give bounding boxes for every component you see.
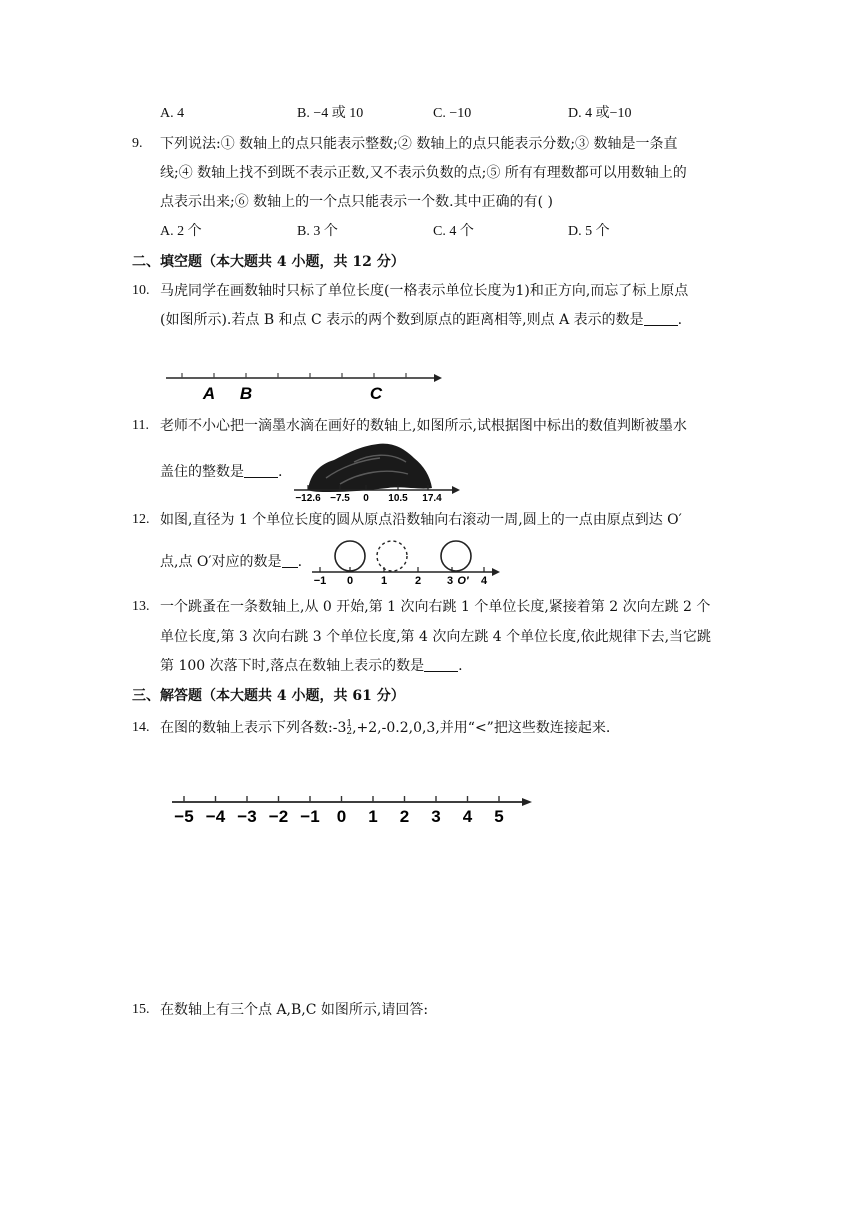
q10-line-2-text: (如图所示).若点 B 和点 C 表示的两个数到原点的距离相等,则点 A 表示的数是 <box>160 312 644 328</box>
q14-number: 14. <box>132 720 150 735</box>
q13-line-3-text: 第 100 次落下时,落点在数轴上表示的数是 <box>160 658 425 674</box>
q11-label-zero: 0 <box>363 493 369 502</box>
q10-number-line-figure <box>160 360 450 404</box>
q9-option-a: A. 2 个 <box>160 224 202 239</box>
q14-tick-label: −2 <box>268 807 289 826</box>
q12-label-3: 3 <box>446 575 454 586</box>
q11-label-10-5: 10.5 <box>388 493 408 502</box>
q14-frac-den: 2 <box>346 727 353 737</box>
q11-line-1: 老师不小心把一滴墨水滴在画好的数轴上,如图所示,试根据图中标出的数值判断被墨水 <box>160 418 687 434</box>
q9-line-2: 线;④ 数轴上找不到既不表示正数,又不表示负数的点;⑤ 所有有理数都可以用数轴上的 <box>160 165 687 181</box>
q14-frac-num: 1 <box>346 719 353 729</box>
q14-tick-label: −5 <box>174 807 194 826</box>
q10-line-2-end: . <box>677 312 683 328</box>
q9-number: 9. <box>132 136 143 151</box>
q9-line-1: 下列说法:① 数轴上的点只能表示整数;② 数轴上的点只能表示分数;③ 数轴是一条直 <box>160 136 678 152</box>
q11-line-2 <box>160 462 282 482</box>
q10-answer-blank <box>644 311 678 326</box>
q12-answer-blank <box>282 553 298 568</box>
q14-tick-label: 0 <box>336 807 347 826</box>
q9-option-d: D. 5 个 <box>568 224 610 239</box>
q12-label-2: 2 <box>414 575 422 586</box>
q14-number-line-figure <box>168 788 540 828</box>
q11-answer-blank <box>244 463 278 478</box>
q12-label-4: 4 <box>480 575 488 586</box>
q8-option-b: B. −4 或 10 <box>297 106 364 121</box>
q10-label-b: B <box>239 384 253 403</box>
q9-line-3: 点表示出来;⑥ 数轴上的一个点只能表示一个数.其中正确的有( ) <box>160 194 553 210</box>
q14-tick-label: −4 <box>205 807 226 826</box>
q14-tick-label: −3 <box>237 807 257 826</box>
q10-label-a: A <box>202 384 216 403</box>
q8-option-d: D. 4 或−10 <box>568 106 632 121</box>
q8-option-c: C. −10 <box>433 106 472 121</box>
q11-label-17-4: 17.4 <box>422 493 442 502</box>
q14-tick-label: −1 <box>300 807 320 826</box>
q10-line-2 <box>160 310 682 330</box>
q12-line-2-text: 点,点 O′对应的数是 <box>160 554 282 570</box>
q9-option-b: B. 3 个 <box>297 224 338 239</box>
q12-line-2 <box>160 552 302 572</box>
ink-blot-shape <box>308 444 432 492</box>
q10-label-c: C <box>369 384 383 403</box>
q13-line-2: 单位长度,第 3 次向右跳 3 个单位长度,第 4 次向左跳 4 个单位长度,依此规律下去,当它跳 <box>160 629 712 645</box>
q11-label-neg-12-6: −12.6 <box>295 493 321 502</box>
section-3-heading: 三、解答题（本大题共 4 小题，共 61 分） <box>132 688 405 704</box>
q11-label-neg-7-5: −7.5 <box>330 493 350 502</box>
q13-number: 13. <box>132 599 150 614</box>
q12-rolling-circle-figure <box>308 534 508 586</box>
q11-line-2-end: . <box>278 464 283 480</box>
q13-line-1: 一个跳蚤在一条数轴上,从 0 开始,第 1 次向右跳 1 个单位长度,紧接着第 2 次向左跳 2 个 <box>160 599 711 615</box>
q15-text: 在数轴上有三个点 A,B,C 如图所示,请回答: <box>160 1002 429 1018</box>
q12-label-o-prime: O′ <box>457 575 469 586</box>
q13-line-3-end: . <box>458 658 463 674</box>
q13-line-3 <box>160 656 463 676</box>
q14-line <box>160 718 610 738</box>
q13-answer-blank <box>424 657 458 672</box>
q8-option-a: A. 4 <box>160 106 185 121</box>
circle-rolling-dashed <box>377 541 407 571</box>
q15-number: 15. <box>132 1002 150 1017</box>
q12-label-neg-1: −1 <box>313 575 327 586</box>
q11-number: 11. <box>132 418 149 433</box>
q11-ink-blot-figure <box>290 438 470 502</box>
q14-text-after: ,+2,-0.2,0,3,并用“<”把这些数连接起来. <box>352 720 611 736</box>
q11-line-2-text: 盖住的整数是 <box>160 464 244 480</box>
q10-number: 10. <box>132 283 150 298</box>
q12-line-2-end: . <box>297 554 303 570</box>
q14-tick-label: 2 <box>399 807 410 826</box>
q14-tick-label: 5 <box>494 807 504 826</box>
q12-line-1: 如图,直径为 1 个单位长度的圆从原点沿数轴向右滚动一周,圆上的一点由原点到达 O′ <box>160 512 682 528</box>
q14-text-before: 在图的数轴上表示下列各数:-3 <box>160 720 347 736</box>
circle-start <box>335 541 365 571</box>
q14-tick-label: 3 <box>431 807 441 826</box>
q14-tick-label: 1 <box>368 807 378 826</box>
q9-option-c: C. 4 个 <box>433 224 474 239</box>
q14-tick-label: 4 <box>462 807 473 826</box>
q12-label-1: 1 <box>380 575 388 586</box>
q12-label-0: 0 <box>346 575 354 586</box>
circle-end <box>441 541 471 571</box>
section-2-heading: 二、填空题（本大题共 4 小题，共 12 分） <box>132 254 405 270</box>
q10-line-1: 马虎同学在画数轴时只标了单位长度(一格表示单位长度为1)和正方向,而忘了标上原点 <box>160 283 689 299</box>
q12-number: 12. <box>132 512 150 527</box>
